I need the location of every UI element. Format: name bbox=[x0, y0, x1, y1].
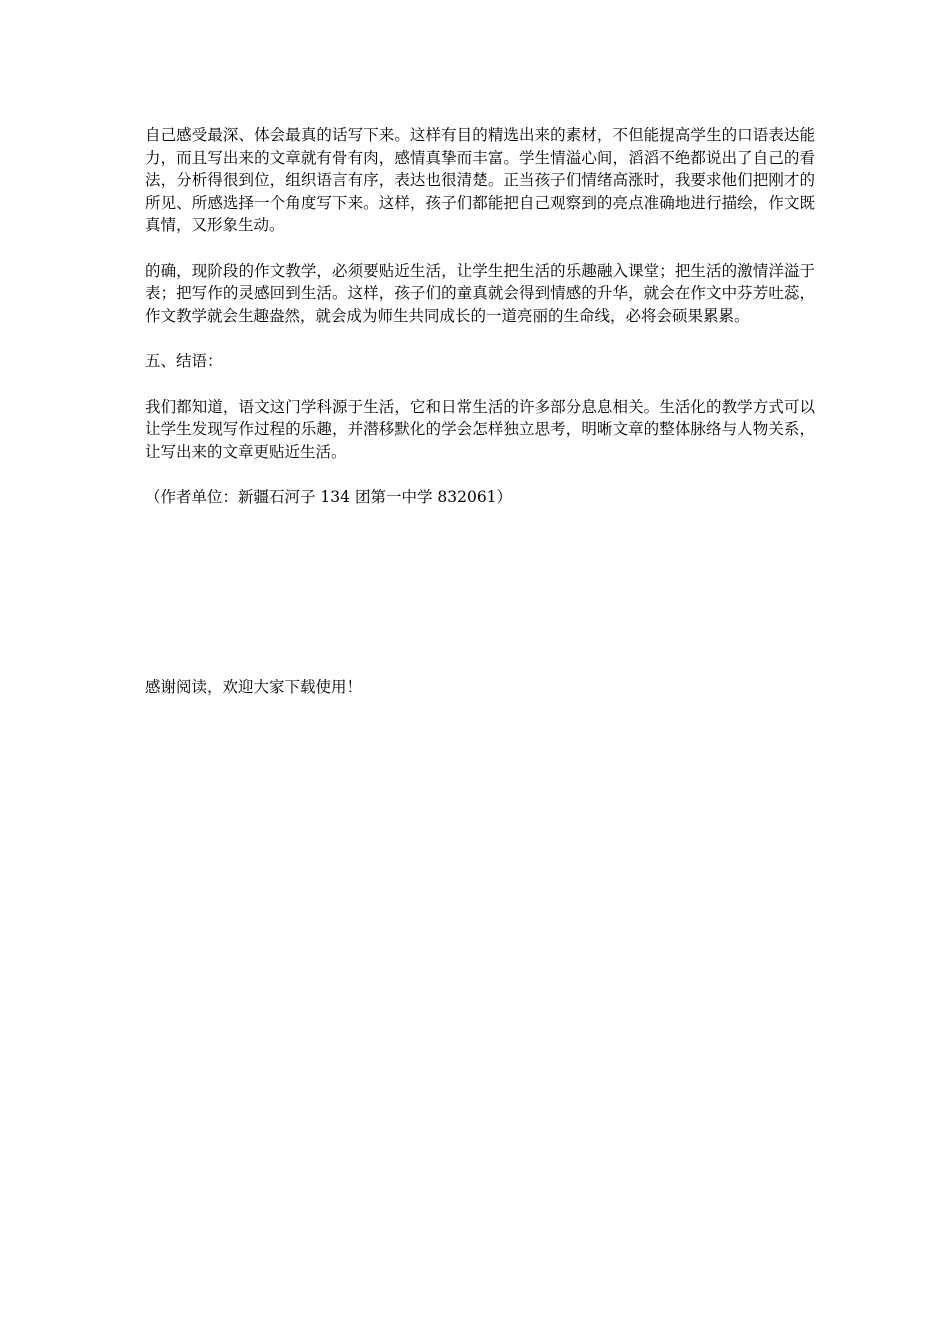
section-heading-conclusion: 五、结语： bbox=[145, 352, 223, 370]
paragraph-writing-teaching: 的确，现阶段的作文教学，必须要贴近生活，让学生把生活的乐趣融入课堂；把生活的激情洋溢于表；把写作的灵感回到生活。这样，孩子们的童真就会得到情感的升华，就会在作文中芬芳吐蕊，作文教学就会生趣盎然，就会成为师生共同成长的一道亮丽的生命线，必将会硕果累累。 bbox=[145, 261, 815, 325]
paragraph-material-selection: 自己感受最深、体会最真的话写下来。这样有目的精选出来的素材，不但能提高学生的口语表达能力，而且写出来的文章就有骨有肉，感情真挚而丰富。学生情溢心间，滔滔不绝都说出了自己的看法，分析得很到位，组织语言有序，表达也很清楚。正当孩子们情绪高涨时，我要求他们把刚才的所见、所感选择一个角度写下来。这样，孩子们都能把自己观察到的亮点准确地进行描绘，作文既真情，又形象生动。 bbox=[145, 126, 815, 234]
document-body bbox=[145, 124, 815, 509]
paragraph-conclusion: 我们都知道，语文这门学科源于生活，它和日常生活的许多部分息息相关。生活化的教学方式可以让学生发现写作过程的乐趣，并潜移默化的学会怎样独立思考，明晰文章的整体脉络与人物关系，让写出来的文章更贴近生活。 bbox=[145, 397, 815, 461]
author-affiliation: （作者单位：新疆石河子 134 团第一中学 832061） bbox=[145, 488, 513, 506]
closing-thanks: 感谢阅读，欢迎大家下载使用！ bbox=[145, 678, 363, 696]
